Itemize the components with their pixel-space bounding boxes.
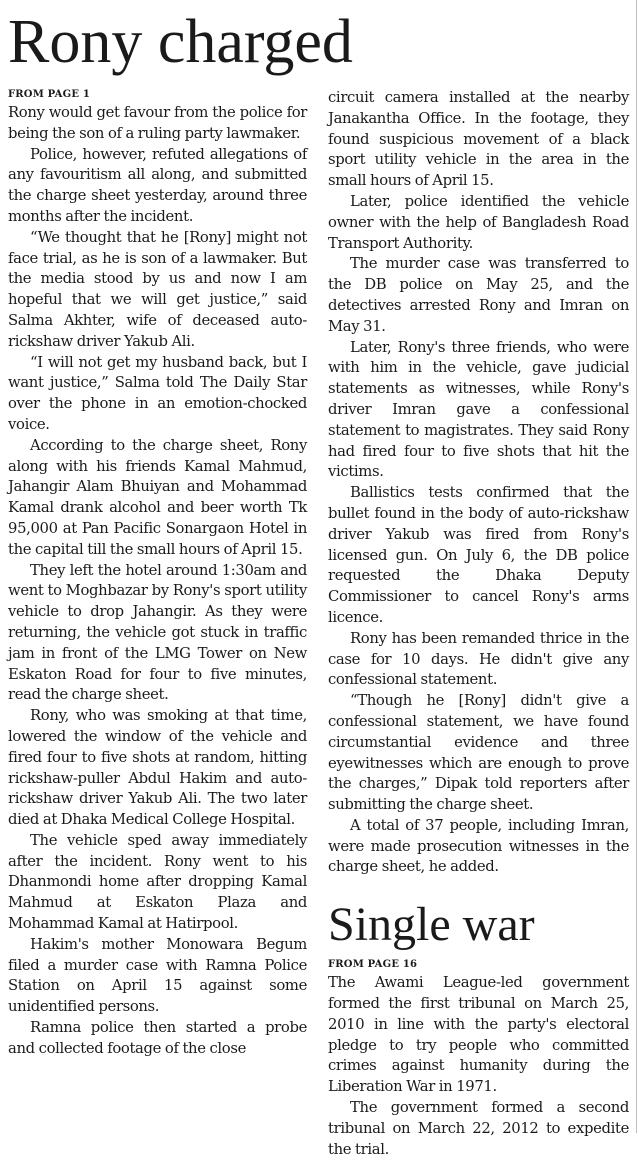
article-paragraph: Rony, who was smoking at that time, lowered the window of the vehicle and fired four to five shots at random, hitting rickshaw-puller Abdul Hakim and auto-rickshaw driver Yakub Ali. The two later died at Dhaka Medical College Hospital.: [8, 707, 307, 829]
article-column-right: [328, 88, 629, 1160]
article-paragraph: They left the hotel around 1:30am and went to Moghbazar by Rony's sport utility vehicle to drop Jahangir. As they were returning, the vehicle got stuck in traffic jam in front of the LMG Tower on New Eskaton Road for four to five minutes, read the charge sheet.: [8, 561, 307, 704]
jump-kicker-from-page-1: FROM PAGE 1: [8, 89, 91, 100]
article-column-left: [8, 88, 307, 1060]
article-paragraph: According to the charge sheet, Rony along with his friends Kamal Mahmud, Jahangir Alam Bhuiyan and Mohammad Kamal drank alcohol and beer worth Tk 95,000 at Pan Pacific Sonargaon Hotel in the capital till the small hours of April 15.: [8, 436, 307, 558]
headline-single-war: Single war: [328, 898, 535, 952]
article-paragraph: circuit camera installed at the nearby Janakantha Office. In the footage, they found suspicious movement of a black sport utility vehicle in the area in the small hours of April 15.: [328, 89, 629, 190]
article-paragraph: “I will not get my husband back, but I want justice,” Salma told The Daily Star over the phone in an emotion-chocked voice.: [8, 353, 307, 433]
article-paragraph: Later, police identified the vehicle owner with the help of Bangladesh Road Transport Authority.: [328, 192, 629, 252]
article-paragraph: Later, Rony's three friends, who were with him in the vehicle, gave judicial statements as witnesses, while Rony's driver Imran gave a confessional statement to magistrates. They said Rony had fired four to five shots that hit the victims.: [328, 338, 629, 481]
article-paragraph: A total of 37 people, including Imran, were made prosecution witnesses in the charge sheet, he added.: [328, 816, 629, 876]
article-paragraph: The Awami League-led government formed the first tribunal on March 25, 2010 in line with the party's electoral pledge to try people who committed crimes against humanity during the Liberation War in 1971.: [328, 974, 629, 1096]
article-paragraph: Ramna police then started a probe and collected footage of the close: [8, 1019, 307, 1057]
article-paragraph: Hakim's mother Monowara Begum filed a murder case with Ramna Police Station on April 15 against some unidentified persons.: [8, 935, 307, 1016]
article-paragraph: Rony has been remanded thrice in the case for 10 days. He didn't give any confessional statement.: [328, 629, 629, 689]
article-paragraph: “We thought that he [Rony] might not face trial, as he is son of a lawmaker. But the media stood by us and now I am hopeful that we will get justice,” said Salma Akhter, wife of deceased auto-rickshaw driver Yakub Ali.: [8, 228, 307, 350]
article-paragraph: The vehicle sped away immediately after the incident. Rony went to his Dhanmondi home after dropping Kamal Mahmud at Eskaton Plaza and Mohammad Kamal at Hatirpool.: [8, 831, 307, 933]
article-paragraph: “Though he [Rony] didn't give a confessional statement, we have found circumstantial evidence and three eyewitnesses which are enough to prove the charges,” Dipak told reporters after submitting the charge sheet.: [328, 692, 629, 814]
article-paragraph: Police, however, refuted allegations of any favouritism all along, and submitted the charge sheet yesterday, around three months after the incident.: [8, 145, 307, 225]
article-paragraph: The government formed a second tribunal on March 22, 2012 to expedite the trial.: [328, 1099, 629, 1158]
headline-rony-charged: Rony charged: [8, 8, 353, 76]
article-paragraph: The murder case was transferred to the DB police on May 25, and the detectives arrested Rony and Imran on May 31.: [328, 255, 629, 335]
article-paragraph: Ballistics tests confirmed that the bullet found in the body of auto-rickshaw driver Yakub was fired from Rony's licensed gun. On July 6, the DB police requested the Dhaka Deputy Commissioner to cancel Rony's arms licence.: [328, 484, 629, 626]
column-rule: [636, 0, 637, 1133]
jump-kicker-from-page-16: FROM PAGE 16: [328, 959, 418, 971]
article-paragraph: Rony would get favour from the police for being the son of a ruling party lawmaker.: [8, 104, 307, 142]
